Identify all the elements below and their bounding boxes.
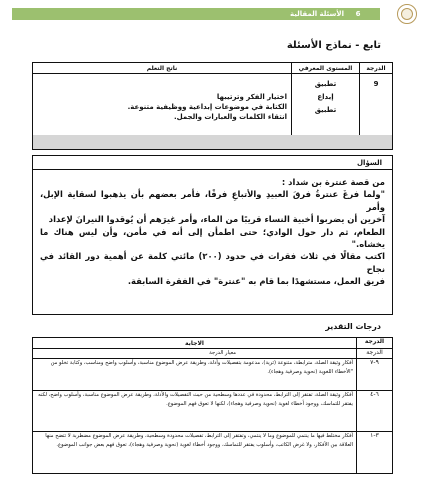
question-line: آخرين أن يضربوا أخبية النساء قريبًا من الماء، وأمر غيرَهم أن يُوقدوا النيرانَ لإعداد (48, 214, 385, 225)
rubric-table (32, 337, 393, 474)
rubric-criteria: أفكار وثيقة الصلة، تفتقر إلى الترابط، محدودة في عددها وسطحية من حيث التفصيلات والأدلة، وطريقة عرض الموضوع مناسبة، وأسلوب واضح، لكنه يفتقر للتماسك، ووجود أخطاء لغوية (نحوية وصرفية وهجاء)، لكنها لا تعوق فهم الموضوع. (33, 391, 357, 432)
rubric-header (33, 338, 393, 349)
question-line: "ولما فرغَ عنترةُ فرقَ العبيدِ والأتباعِ فرقًا، فأمر بعضهم بأن يذهبوا لسقاية الإبل، وأمر (40, 189, 385, 212)
outcome-table-header (33, 63, 393, 74)
grades-title: درجات التقدير (325, 322, 381, 331)
outcome-cell (33, 74, 292, 136)
rubric-grade: ٩-٧ (357, 359, 393, 391)
question-heading: السؤال (356, 159, 382, 167)
rubric-criteria: أفكار وثيقة الصلة، مترابطة، متنوعة (ثرية)، مدعومة بتفصيلات وأدلة، وطريقة عرض الموضوع مناسبة، وأسلوب واضح ومناسب، وكتابة تخلو من "الأخطاء اللغوية (نحوية وصرفية وهجاء). (33, 359, 357, 391)
learning-outcome-table (32, 62, 393, 136)
rubric-answer-header: الاجابة (33, 338, 357, 349)
rubric-criteria-subheader: معيار الدرجة (33, 349, 357, 359)
page-header (0, 8, 421, 20)
separator-strip (32, 135, 393, 150)
section-title: تابع - نماذج الأسئلة (286, 40, 381, 51)
rubric-criteria: أفكار مختلط فيها ما ينتمي للموضوع وما لا ينتمي، وتفتقر إلى الترابط، تفصيلات محدودة وسطحية، وطريقة عرض الموضوع مضطربة لا تتضح منها العلاقة بين الأفكار، ولا غرض الكاتب، وأسلوب يفتقر للتماسك، ووجود أخطاء لغوية (نحوية وصرفية وهجاء)، تعوق فهم بعض جوانب الموضوع. (33, 432, 357, 474)
level-cell (292, 74, 360, 136)
level-item: تطبيق (314, 80, 337, 88)
question-divider (33, 169, 392, 170)
question-line: الطعام، ثم دار حول الوادي؛ حتى اطمأن إلى أنه في مأمن، وأن ليس هناك ما يخشاه." (40, 226, 385, 250)
question-line: فريق العمل، مستشهدًا بما قام به "عنترة" في الفقرة السابقة. (127, 276, 385, 287)
question-box (32, 155, 393, 315)
level-item: إبداع (317, 93, 334, 101)
outcome-item: انتقاء الكلمات والعبارات والجمل. (173, 113, 287, 121)
level-header: المستوى المعرفي (292, 63, 360, 74)
rubric-row (33, 359, 393, 391)
rubric-row (33, 432, 393, 474)
rubric-grade: ٣-١ (357, 432, 393, 474)
rubric-subheader (33, 349, 393, 359)
outcome-header: ناتج التعلم (33, 63, 292, 74)
rubric-grade-header: الدرجة (357, 338, 393, 349)
outcome-item: الكتابة في موضوعات إبداعية ووظيفية متنوعة. (127, 103, 287, 111)
question-line: من قصة عنترة بن شداد : (281, 177, 385, 187)
rubric-grade: ٦-٤ (357, 391, 393, 432)
outcome-table-row (33, 74, 393, 136)
header-title: الأسئلة المقالية (289, 10, 344, 18)
question-line: اكتب مقالًا في ثلاث فقرات في حدود (٢٠٠) مائتي كلمة عن أهمية دور القائد في نجاح (40, 251, 386, 274)
rubric-grade-subheader: الدرجة (357, 349, 393, 359)
rubric-row (33, 391, 393, 432)
page-number: 6 (355, 10, 361, 18)
question-body (40, 176, 385, 288)
grade-header: الدرجة (360, 63, 393, 74)
ministry-logo-icon (397, 4, 417, 24)
header-bar (12, 8, 380, 20)
grade-value: 9 (360, 74, 393, 136)
level-item: تطبيق (314, 106, 337, 114)
outcome-item: اختيار الفكر وترتيبها (216, 93, 287, 101)
